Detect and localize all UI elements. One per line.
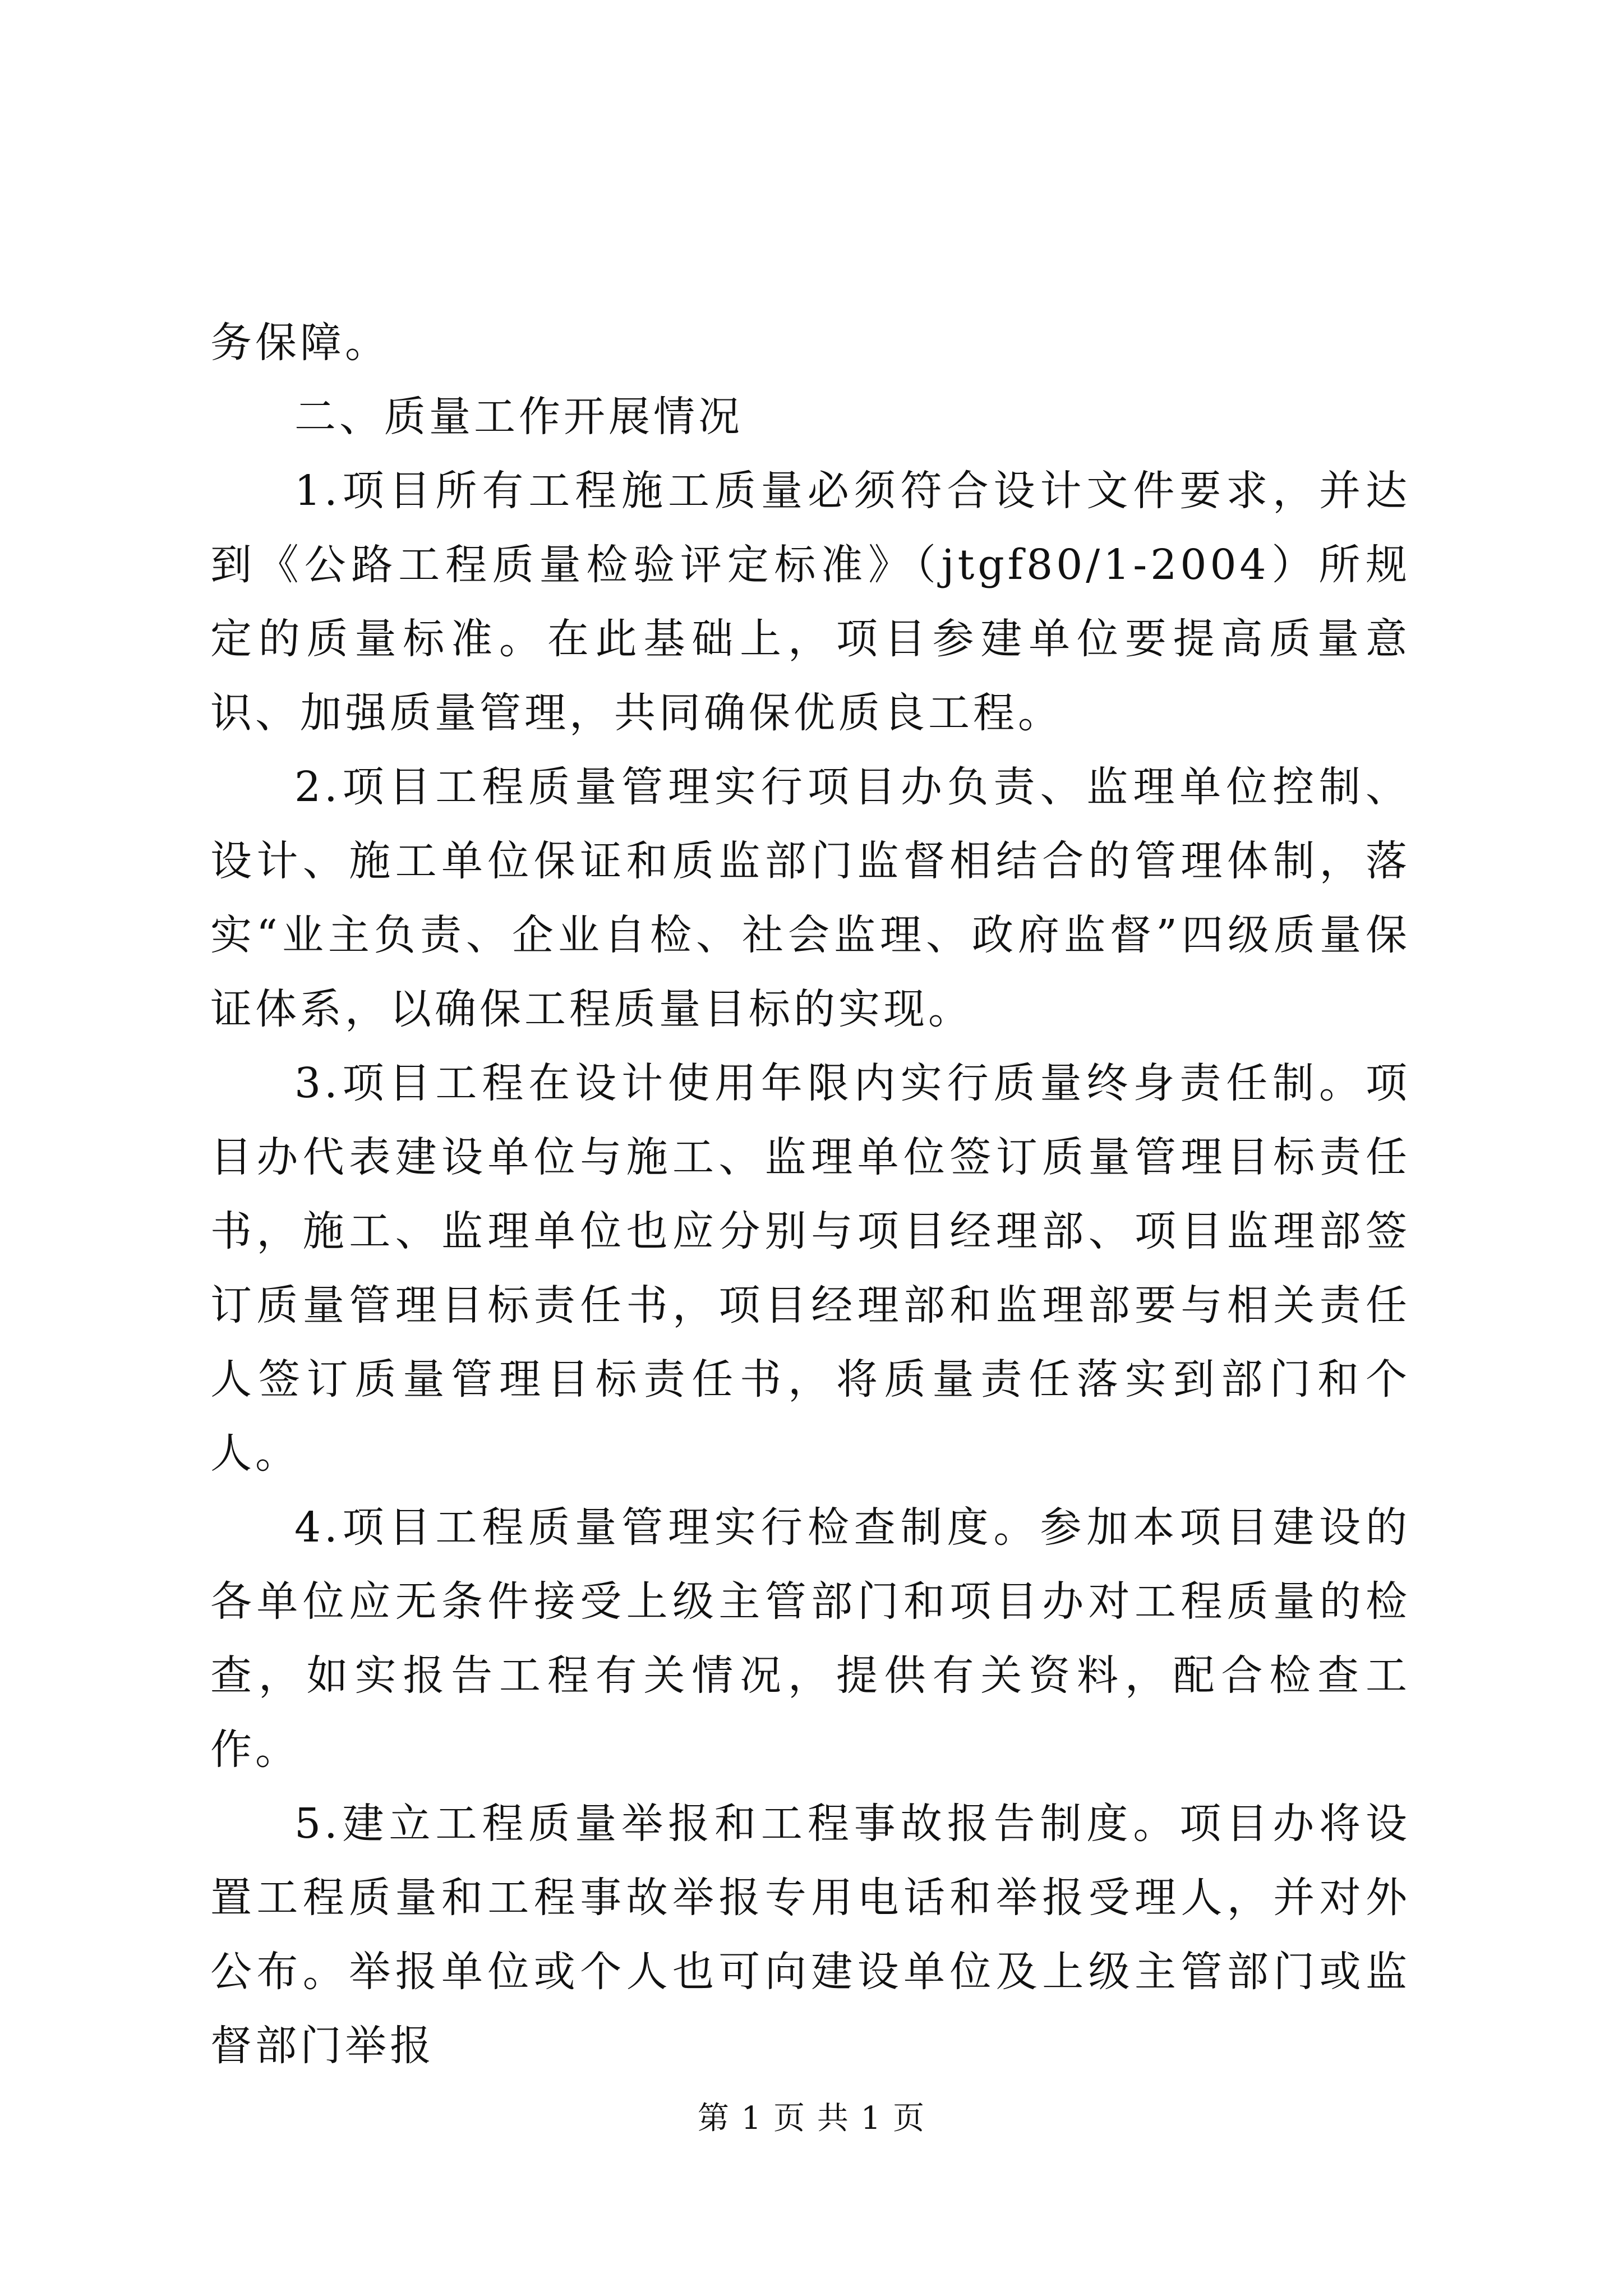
paragraph-continuation: 务保障。 (210, 319, 390, 367)
document-body (210, 306, 1410, 2083)
page-number-label: 第 1 页 共 1 页 (697, 2100, 926, 2137)
paragraph-item-1: 1.项目所有工程施工质量必须符合设计文件要求，并达到《公路工程质量检验评定标准》（jtgf80/1-2004）所规定的质量标准。在此基础上，项目参建单位要提高质量意识、加强质量管理，共同确保优质良工程。 (210, 467, 1410, 737)
paragraph-item-2: 2.项目工程质量管理实行项目办负责、监理单位控制、设计、施工单位保证和质监部门监督相结合的管理体制，落实“业主负责、企业自检、社会监理、政府监督”四级质量保证体系，以确保工程质量目标的实现。 (210, 763, 1410, 1033)
paragraph-item-4: 4.项目工程质量管理实行检查制度。参加本项目建设的各单位应无条件接受上级主管部门和项目办对工程质量的检查，如实报告工程有关情况，提供有关资料，配合检查工作。 (210, 1503, 1410, 1774)
paragraph-item-3: 3.项目工程在设计使用年限内实行质量终身责任制。项目办代表建设单位与施工、监理单位签订质量管理目标责任书，施工、监理单位也应分别与项目经理部、项目监理部签订质量管理目标责任书，项目经理部和监理部要与相关责任人签订质量管理目标责任书，将质量责任落实到部门和个人。 (210, 1059, 1410, 1478)
paragraph-item-5: 5.建立工程质量举报和工程事故报告制度。项目办将设置工程质量和工程事故举报专用电话和举报受理人，并对外公布。举报单位或个人也可向建设单位及上级主管部门或监督部门举报 (210, 1800, 1410, 2070)
section-heading: 二、质量工作开展情况 (294, 393, 743, 441)
page-footer (0, 2099, 1623, 2138)
